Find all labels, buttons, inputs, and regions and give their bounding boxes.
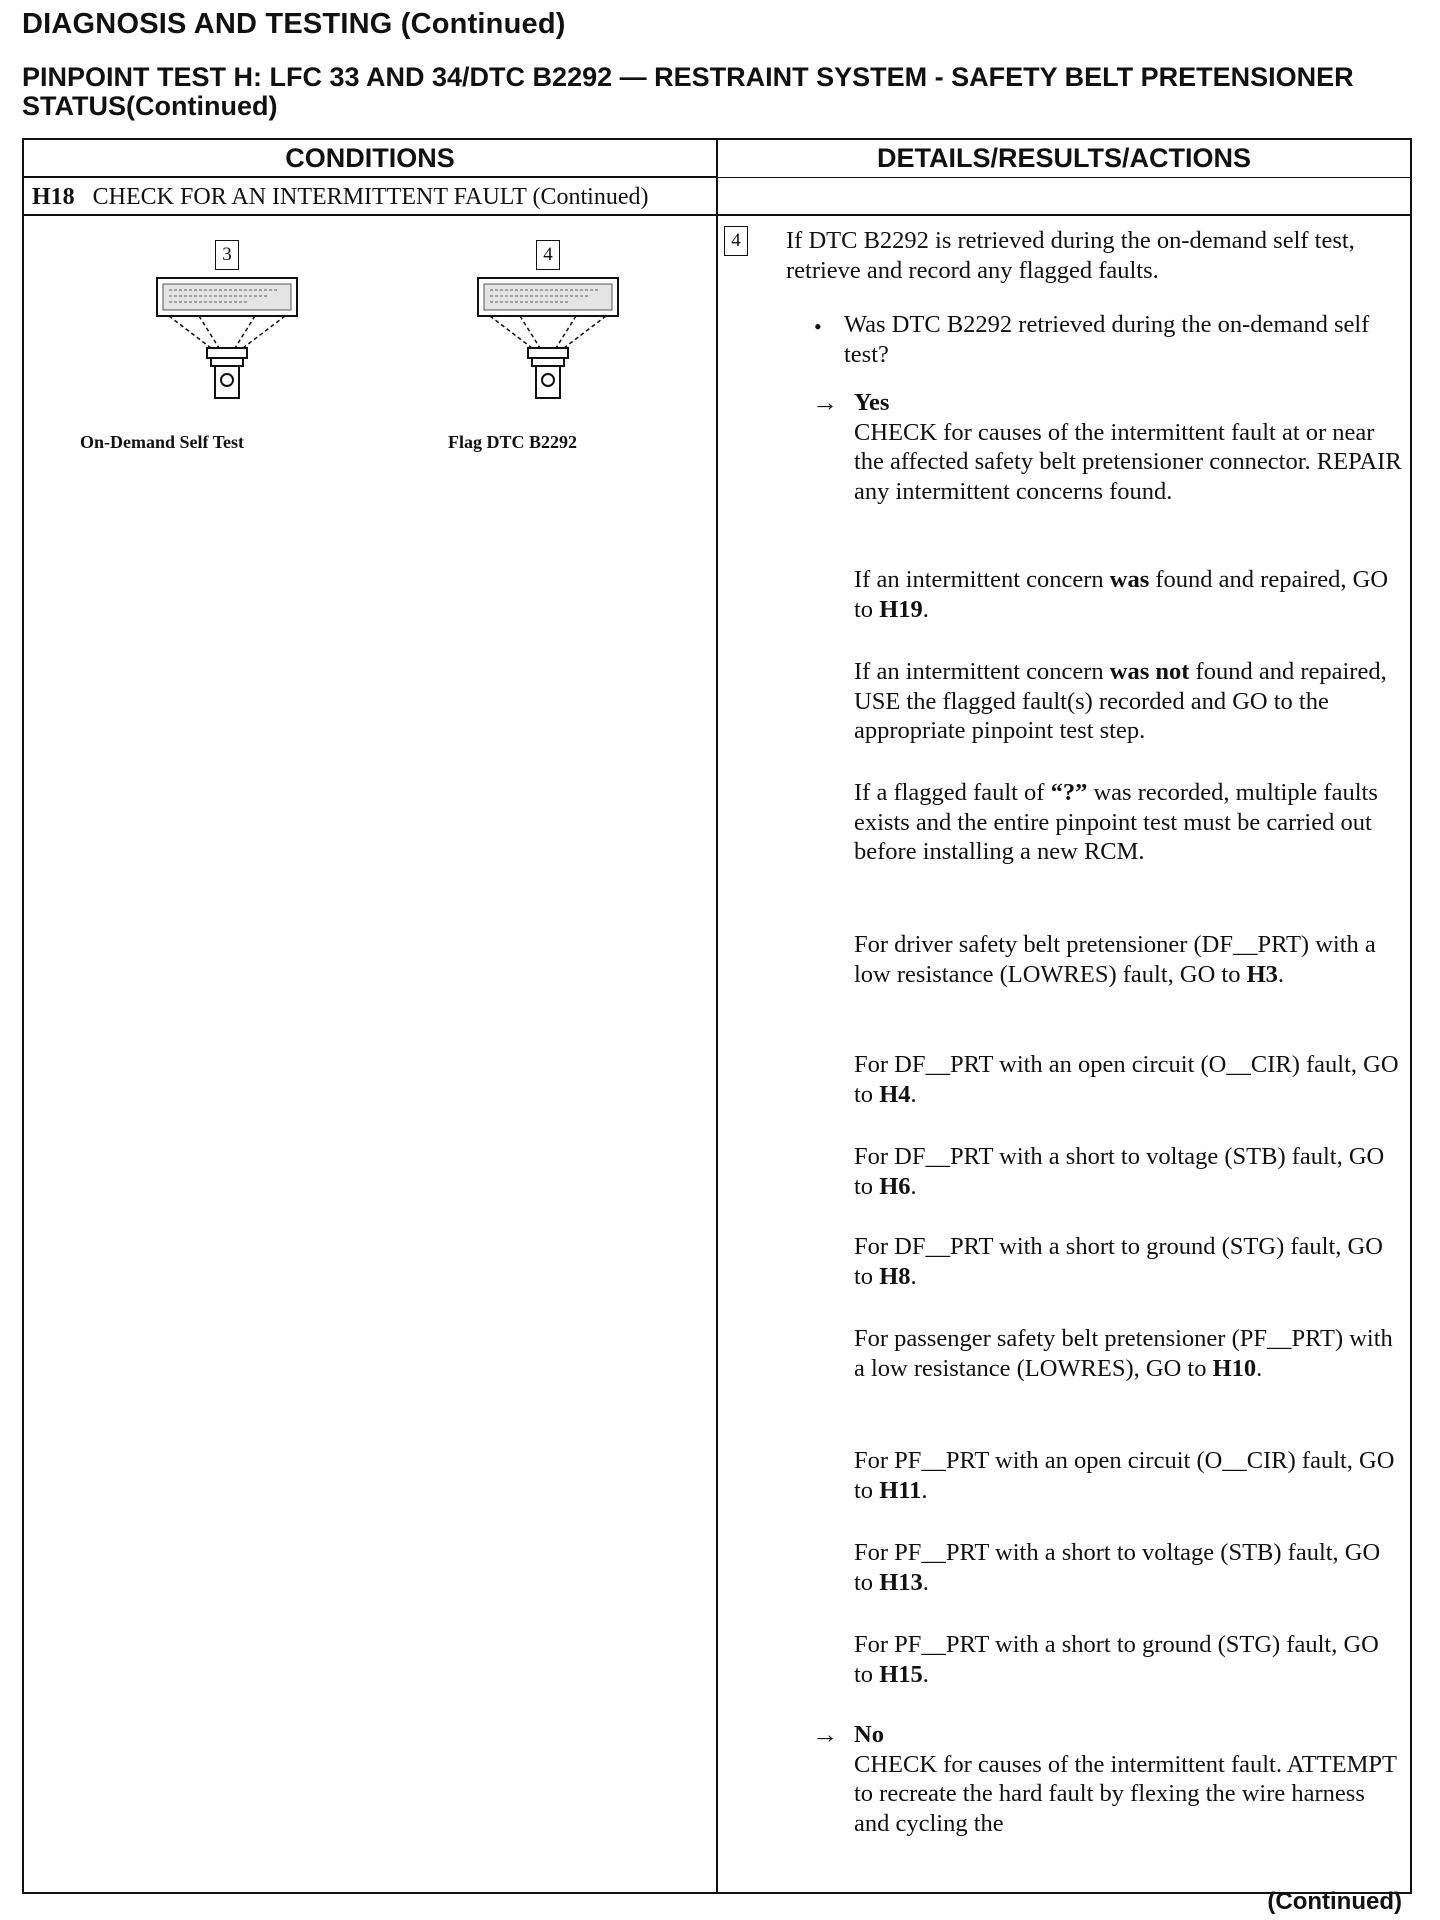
goto-item: For PF__PRT with a short to ground (STG) fault, GO to H15. — [854, 1631, 1379, 1688]
goto-item: For DF__PRT with a short to voltage (STB) fault, GO to H6. — [854, 1143, 1385, 1200]
goto-item: For driver safety belt pretensioner (DF__PRT) with a low resistance (LOWRES) fault, GO to H3. — [854, 931, 1376, 988]
scan-tool-icon — [129, 274, 329, 404]
goto-item: For PF__PRT with a short to voltage (STB) fault, GO to H13. — [854, 1539, 1381, 1596]
figure-number: 3 — [215, 240, 239, 270]
arrow-right-icon: → — [812, 1720, 838, 1749]
scan-tool-icon — [450, 274, 650, 404]
figure-on-demand-self-test — [129, 240, 329, 440]
step-instruction: If DTC B2292 is retrieved during the on-demand self test, retrieve and record any flagged faults. — [786, 227, 1355, 284]
goto-item: For DF__PRT with an open circuit (O__CIR) fault, GO to H4. — [854, 1051, 1399, 1108]
question-text: Was DTC B2292 retrieved during the on-demand self test? — [844, 311, 1370, 368]
no-action: CHECK for causes of the intermittent fault. ATTEMPT to recreate the hard fault by flexing the wire harness and cycling the — [854, 1750, 1397, 1837]
step-title: CHECK FOR AN INTERMITTENT FAULT (Continued) — [92, 184, 649, 210]
was-found-text: If an intermittent concern was found and repaired, GO to H19. — [854, 566, 1389, 623]
figure-number: 4 — [536, 240, 560, 270]
no-branch — [854, 1720, 1404, 1838]
step-number-box: 4 — [724, 226, 748, 256]
figure-caption: On-Demand Self Test — [80, 432, 245, 452]
yes-branch — [854, 388, 1404, 506]
goto-item: For passenger safety belt pretensioner (PF__PRT) with a low resistance (LOWRES), GO to H10. — [854, 1325, 1393, 1382]
figure-flag-dtc — [424, 240, 624, 440]
page-title: DIAGNOSIS AND TESTING (Continued) — [22, 8, 566, 40]
conditions-column-header: CONDITIONS — [285, 143, 455, 173]
figure-caption: Flag DTC B2292 — [448, 432, 578, 452]
yes-label: Yes — [854, 389, 890, 416]
details-column-header: DETAILS/RESULTS/ACTIONS — [718, 140, 1410, 177]
goto-item: For PF__PRT with an open circuit (O__CIR) fault, GO to H11. — [854, 1447, 1395, 1504]
step-row-divider — [24, 214, 1410, 216]
not-found-text: If an intermittent concern was not found and repaired, USE the flagged fault(s) recorded and GO to the appropriate pinpoint test step. — [854, 658, 1387, 744]
goto-item: For DF__PRT with a short to ground (STG) fault, GO to H8. — [854, 1233, 1383, 1290]
step-id: H18 — [32, 184, 75, 210]
bullet-icon: • — [814, 314, 822, 339]
arrow-right-icon: → — [812, 388, 838, 417]
column-divider — [716, 140, 718, 1892]
pinpoint-test-table — [22, 138, 1412, 1894]
pinpoint-test-title: PINPOINT TEST H: LFC 33 AND 34/DTC B2292 — RESTRAINT SYSTEM - SAFETY BELT PRETENSIONER STATUS(Continued) — [22, 62, 1354, 121]
yes-action: CHECK for causes of the intermittent fault at or near the affected safety belt pretensioner connector. REPAIR any intermittent concerns found. — [854, 418, 1402, 505]
flagged-fault-text: If a flagged fault of “?” was recorded, multiple faults exists and the entire pinpoint test must be carried out before installing a new RCM. — [854, 779, 1378, 865]
step-header-row — [32, 180, 654, 214]
no-label: No — [854, 1721, 884, 1748]
continued-footer: (Continued) — [1267, 1888, 1402, 1915]
